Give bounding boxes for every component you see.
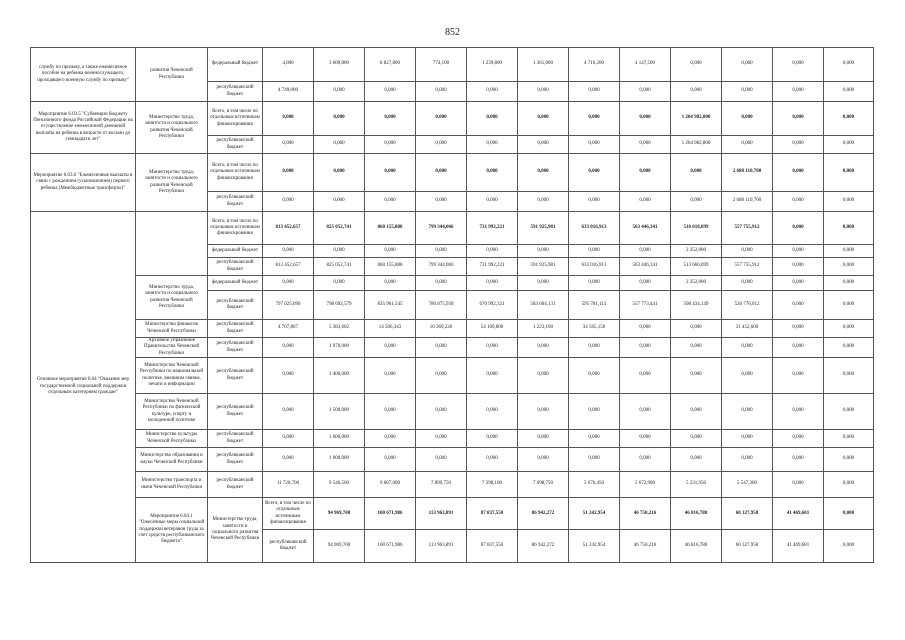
amount-cell: 0,000	[518, 102, 569, 136]
amount-cell: 4,000	[263, 48, 314, 82]
amount-cell: 46 750,216	[620, 530, 671, 562]
funding-source-cell: федеральный бюджет	[208, 276, 263, 291]
amount-cell: 0,000	[263, 430, 314, 448]
amount-cell: 557 773,441	[620, 291, 671, 320]
amount-cell: 0,000	[773, 338, 824, 358]
amount-cell: 0,000	[416, 245, 467, 258]
amount-cell: 825 052,741	[314, 258, 365, 276]
table-row	[31, 358, 874, 394]
amount-cell: 0,000	[569, 394, 620, 430]
amount-cell: 557 755,912	[722, 258, 773, 276]
amount-cell: 0,000	[314, 192, 365, 212]
amount-cell: 0,000	[518, 338, 569, 358]
amount-cell: 5 383,602	[314, 320, 365, 338]
amount-cell: 0,000	[722, 48, 773, 82]
table-row	[31, 276, 874, 291]
amount-cell: 0,000	[416, 136, 467, 154]
amount-cell: 0,000	[263, 136, 314, 154]
table-row	[31, 498, 874, 530]
funding-source-cell: республиканский бюджет	[263, 530, 314, 562]
amount-cell: 633 016,913	[569, 212, 620, 245]
amount-cell: 513 666,899	[671, 258, 722, 276]
amount-cell: 591 925,981	[518, 258, 569, 276]
amount-cell: 0,000	[569, 430, 620, 448]
amount-cell: 0,000	[620, 102, 671, 136]
amount-cell: 94 969,700	[314, 530, 365, 562]
amount-cell: 5 672,900	[620, 472, 671, 498]
amount-cell: 0,000	[518, 276, 569, 291]
amount-cell: 1 600,000	[314, 430, 365, 448]
amount-cell: 0,000	[263, 448, 314, 472]
amount-cell: 0,000	[263, 338, 314, 358]
amount-cell: 0,000	[365, 358, 416, 394]
table-row	[31, 212, 874, 245]
amount-cell: 0,000	[467, 102, 518, 136]
amount-cell: 860 155,888	[365, 258, 416, 276]
amount-cell: 0,000	[773, 154, 824, 192]
amount-cell: 31 452,600	[722, 320, 773, 338]
amount-cell: 0,000	[824, 48, 874, 82]
amount-cell: 10 369,226	[416, 320, 467, 338]
amount-cell: 0,000	[773, 448, 824, 472]
amount-cell: 5 676,450	[569, 472, 620, 498]
amount-cell: 94 969,700	[314, 498, 365, 530]
executor-cell: Министерство труда, занятости и социального развития Чеченской Республики	[136, 102, 208, 154]
amount-cell: 0,000	[824, 338, 874, 358]
amount-cell: 0,000	[773, 430, 824, 448]
amount-cell: 0,000	[824, 448, 874, 472]
amount-cell: 0,000	[620, 276, 671, 291]
amount-cell: 41 469,681	[773, 498, 824, 530]
amount-cell: 2 688 110,700	[722, 154, 773, 192]
amount-cell: 0,000	[722, 430, 773, 448]
amount-cell: 0,000	[263, 358, 314, 394]
amount-cell: 0,000	[824, 430, 874, 448]
amount-cell: 0,000	[314, 82, 365, 102]
amount-cell: 7 298,100	[467, 472, 518, 498]
table-row	[31, 338, 874, 358]
amount-cell: 0,000	[467, 276, 518, 291]
amount-cell: 0,000	[314, 245, 365, 258]
amount-cell: 0,000	[773, 212, 824, 245]
amount-cell: 87 837,550	[467, 498, 518, 530]
amount-cell: 0,000	[263, 245, 314, 258]
amount-cell: 51 242,954	[569, 498, 620, 530]
table-row	[31, 394, 874, 430]
amount-cell: 670 992,321	[467, 291, 518, 320]
measure-name-cell: Мероприятие 6.04.1 "Ожесячные меры социальной поддержки ветеранов труда за счет средств республиканского бюджета"	[136, 498, 208, 563]
table-row	[31, 102, 874, 136]
amount-cell: 0,000	[671, 338, 722, 358]
amount-cell: 0,000	[824, 276, 874, 291]
amount-cell: 0,000	[773, 472, 824, 498]
amount-cell: 798 692,579	[314, 291, 365, 320]
amount-cell: 0,000	[722, 245, 773, 258]
amount-cell: 3 609,800	[314, 48, 365, 82]
amount-cell: 0,000	[773, 48, 824, 82]
funding-source-cell: республиканский бюджет	[208, 338, 263, 358]
amount-cell: 1 239,800	[467, 48, 518, 82]
amount-cell: 0,000	[467, 338, 518, 358]
amount-cell: 797 025,090	[263, 291, 314, 320]
amount-cell: 60 327,958	[722, 530, 773, 562]
amount-cell: 86 942,272	[518, 530, 569, 562]
amount-cell: 1 223,100	[518, 320, 569, 338]
funding-source-cell: Всего, в том числе по отдельным источникам финансирования	[208, 102, 263, 136]
table-row	[31, 154, 874, 192]
amount-cell: 780 875,930	[416, 291, 467, 320]
amount-cell: 1 204 982,800	[671, 102, 722, 136]
amount-cell: 0,000	[416, 102, 467, 136]
amount-cell: 0,000	[569, 136, 620, 154]
amount-cell: 0,000	[518, 136, 569, 154]
amount-cell: 0,000	[671, 358, 722, 394]
amount-cell: 0,000	[416, 154, 467, 192]
amount-cell: 0,000	[365, 192, 416, 212]
amount-cell: 0,000	[518, 82, 569, 102]
amount-cell: 2 352,000	[671, 245, 722, 258]
amount-cell: 0,000	[365, 448, 416, 472]
amount-cell: 0,000	[569, 338, 620, 358]
amount-cell: 0,000	[824, 530, 874, 562]
amount-cell: 0,000	[671, 448, 722, 472]
amount-cell: 0,000	[263, 394, 314, 430]
amount-cell: 0,000	[518, 448, 569, 472]
amount-cell: 0,000	[620, 394, 671, 430]
amount-cell: 0,000	[467, 136, 518, 154]
amount-cell: 0,000	[824, 102, 874, 136]
amount-cell: 4 749,000	[263, 82, 314, 102]
amount-cell: 100 671,986	[365, 498, 416, 530]
executor-cell: Министерство культуры Чеченской Республики	[136, 430, 208, 448]
amount-cell: 1 361,000	[518, 48, 569, 82]
amount-cell: 113 963,891	[416, 530, 467, 562]
amount-cell: 7 098,750	[518, 472, 569, 498]
executor-cell: Министерство труда, занятости и социального развития Чеченской Республики	[208, 498, 263, 563]
amount-cell: 0,000	[824, 245, 874, 258]
amount-cell: 14 506,343	[365, 320, 416, 338]
amount-cell: 0,000	[263, 192, 314, 212]
amount-cell: 0,000	[416, 338, 467, 358]
amount-cell: 0,000	[416, 192, 467, 212]
amount-cell: 0,000	[824, 192, 874, 212]
amount-cell: 0,000	[773, 102, 824, 136]
amount-cell: 516 018,899	[671, 212, 722, 245]
table-row	[31, 448, 874, 472]
amount-cell: 731 992,221	[467, 258, 518, 276]
amount-cell: 0,000	[722, 82, 773, 102]
amount-cell: 0,000	[773, 394, 824, 430]
amount-cell: 731 992,221	[467, 212, 518, 245]
amount-cell: 0,000	[824, 291, 874, 320]
amount-cell: 51 242,954	[569, 530, 620, 562]
amount-cell: 0,000	[620, 448, 671, 472]
amount-cell: 2 688 110,700	[722, 192, 773, 212]
amount-cell: 0,000	[824, 498, 874, 530]
amount-cell: 1 500,000	[314, 394, 365, 430]
amount-cell: 0,000	[773, 320, 824, 338]
amount-cell: 0,000	[773, 276, 824, 291]
amount-cell: 0,000	[620, 154, 671, 192]
measure-name-cell: службу по призыву, а также ежемесячное пособие на ребенка военнослужащего, проходящего военную службу по призыву"	[31, 48, 136, 102]
amount-cell: 633 016,913	[569, 258, 620, 276]
funding-source-cell: республиканский бюджет	[208, 258, 263, 276]
amount-cell: 799 344,066	[416, 258, 467, 276]
executor-cell: Министерство Чеченской Республики по физической культуре, спорту и молодежной политике	[136, 394, 208, 430]
amount-cell: 86 942,272	[518, 498, 569, 530]
amount-cell: 0,000	[569, 82, 620, 102]
amount-cell: 0,000	[263, 154, 314, 192]
amount-cell: 0,000	[722, 448, 773, 472]
amount-cell: 0,000	[569, 358, 620, 394]
amount-cell: 11 720,700	[263, 472, 314, 498]
amount-cell: 0,000	[518, 245, 569, 258]
amount-cell: 0,000	[620, 82, 671, 102]
amount-cell: 0,000	[365, 154, 416, 192]
amount-cell: 34 565,150	[569, 320, 620, 338]
amount-cell: 508 434,149	[671, 291, 722, 320]
amount-cell: 0,000	[569, 448, 620, 472]
amount-cell: 825 052,741	[314, 212, 365, 245]
funding-source-cell: республиканский бюджет	[208, 394, 263, 430]
funding-source-cell: республиканский бюджет	[208, 291, 263, 320]
amount-cell: 0,000	[824, 136, 874, 154]
amount-cell: 0,000	[416, 448, 467, 472]
amount-cell: 835 961,545	[365, 291, 416, 320]
amount-cell: 0,000	[620, 136, 671, 154]
amount-cell: 0,000	[314, 102, 365, 136]
funding-source-cell: республиканский бюджет	[208, 448, 263, 472]
amount-cell: 0,000	[722, 136, 773, 154]
table-row	[31, 472, 874, 498]
executor-cell: Министерство Чеченской Республики по национальной политике, внешним связям, печати и информации	[136, 358, 208, 394]
amount-cell: 0,000	[365, 245, 416, 258]
amount-cell: 0,000	[365, 82, 416, 102]
amount-cell: 0,000	[722, 102, 773, 136]
amount-cell: 0,000	[824, 154, 874, 192]
amount-cell: 0,000	[722, 276, 773, 291]
amount-cell: 0,000	[773, 245, 824, 258]
amount-cell: 2 352,000	[671, 276, 722, 291]
amount-cell: 0,000	[722, 358, 773, 394]
amount-cell: 0,000	[263, 102, 314, 136]
executor-cell: Министерство труда, занятости и социального развития Чеченской Республики	[136, 154, 208, 212]
amount-cell: 0,000	[518, 154, 569, 192]
amount-cell: 583 604,131	[518, 291, 569, 320]
amount-cell: 813 452,657	[263, 258, 314, 276]
amount-cell: 4 707,867	[263, 320, 314, 338]
amount-cell: 0,000	[365, 338, 416, 358]
amount-cell: 0,000	[518, 358, 569, 394]
executor-cell: Архивное управление Правительства Чеченской Республики	[136, 338, 208, 358]
amount-cell: 0,000	[467, 430, 518, 448]
amount-cell: 563 446,341	[620, 212, 671, 245]
budget-table	[30, 47, 874, 563]
amount-cell: 0,000	[518, 394, 569, 430]
amount-cell: 520 776,012	[722, 291, 773, 320]
amount-cell: 0,000	[569, 192, 620, 212]
funding-source-cell: республиканский бюджет	[208, 82, 263, 102]
amount-cell: 0,000	[314, 276, 365, 291]
amount-cell: 0,000	[824, 82, 874, 102]
amount-cell: 5 547,300	[722, 472, 773, 498]
amount-cell: 0,000	[671, 320, 722, 338]
executor-cell	[136, 212, 208, 276]
amount-cell: 0,000	[824, 394, 874, 430]
amount-cell: 595 781,113	[569, 291, 620, 320]
amount-cell: 0,000	[467, 358, 518, 394]
amount-cell: 0,000	[671, 48, 722, 82]
amount-cell: 557 755,912	[722, 212, 773, 245]
funding-source-cell: республиканский бюджет	[208, 320, 263, 338]
amount-cell: 0,000	[620, 358, 671, 394]
funding-source-cell: Всего, в том числе по отдельным источникам финансирования	[208, 212, 263, 245]
amount-cell: 0,000	[722, 394, 773, 430]
amount-cell: 0,000	[620, 338, 671, 358]
amount-cell: 0,000	[671, 82, 722, 102]
amount-cell: 0,000	[365, 136, 416, 154]
amount-cell: 0,000	[824, 358, 874, 394]
amount-cell: 0,000	[671, 192, 722, 212]
amount-cell: 0,000	[671, 154, 722, 192]
amount-cell: 813 452,657	[263, 212, 314, 245]
amount-cell: 0,000	[263, 276, 314, 291]
amount-cell: 0,000	[569, 276, 620, 291]
page-number: 852	[445, 27, 460, 38]
amount-cell: 100 671,986	[365, 530, 416, 562]
amount-cell: 0,000	[620, 320, 671, 338]
amount-cell: 0,000	[416, 276, 467, 291]
amount-cell: 0,000	[467, 154, 518, 192]
amount-cell: 0,000	[773, 82, 824, 102]
executor-cell: развития Чеченской Республики	[136, 48, 208, 102]
amount-cell: 0,000	[773, 192, 824, 212]
amount-cell: 8 827,800	[365, 48, 416, 82]
amount-cell: 0,000	[416, 394, 467, 430]
amount-cell: 60 327,958	[722, 498, 773, 530]
funding-source-cell: Всего, в том числе по отдельным источникам финансирования	[263, 498, 314, 530]
amount-cell: 1 070,000	[314, 338, 365, 358]
funding-source-cell: федеральный бюджет	[208, 245, 263, 258]
amount-cell: 0,000	[314, 136, 365, 154]
measure-name-cell: Мероприятие 6.03.6 "Ежемесячные выплаты в связи с рождением (усыновлением) первого ребенка (Межбюджетные трансферты)"	[31, 154, 136, 212]
amount-cell: 0,000	[824, 258, 874, 276]
amount-cell: 0,000	[518, 430, 569, 448]
amount-cell: 0,000	[569, 102, 620, 136]
amount-cell: 1 000,000	[314, 448, 365, 472]
amount-cell: 0,000	[569, 245, 620, 258]
amount-cell: 5 231,950	[671, 472, 722, 498]
table-row	[31, 430, 874, 448]
amount-cell: 0,000	[416, 430, 467, 448]
amount-cell: 0,000	[365, 276, 416, 291]
amount-cell: 0,000	[671, 430, 722, 448]
amount-cell: 0,000	[467, 448, 518, 472]
amount-cell: 774,100	[416, 48, 467, 82]
amount-cell: 0,000	[416, 82, 467, 102]
amount-cell: 4 147,500	[620, 48, 671, 82]
funding-source-cell: республиканский бюджет	[208, 358, 263, 394]
amount-cell: 9 546,560	[314, 472, 365, 498]
executor-cell: Министерство труда, занятости и социального развития Чеченской Республики	[136, 276, 208, 320]
funding-source-cell: республиканский бюджет	[208, 472, 263, 498]
amount-cell: 0,000	[824, 212, 874, 245]
amount-cell: 4 716,200	[569, 48, 620, 82]
amount-cell: 0,000	[620, 192, 671, 212]
amount-cell: 0,000	[467, 192, 518, 212]
amount-cell: 46 816,780	[671, 530, 722, 562]
amount-cell: 591 925,981	[518, 212, 569, 245]
amount-cell: 41 469,681	[773, 530, 824, 562]
amount-cell: 563 446,341	[620, 258, 671, 276]
amount-cell: 0,000	[671, 394, 722, 430]
amount-cell: 46 816,780	[671, 498, 722, 530]
amount-cell: 0,000	[824, 472, 874, 498]
amount-cell: 1 400,000	[314, 358, 365, 394]
amount-cell: 0,000	[416, 358, 467, 394]
amount-cell: 0,000	[467, 245, 518, 258]
amount-cell: 860 155,888	[365, 212, 416, 245]
amount-cell: 1 204 982,800	[671, 136, 722, 154]
measure-name-cell: Основное мероприятие 6.04 "Оказание мер государственной социальной поддержки отдельным категориям граждан"	[31, 212, 136, 563]
amount-cell: 799 344,066	[416, 212, 467, 245]
amount-cell: 0,000	[365, 394, 416, 430]
table-row	[31, 48, 874, 82]
amount-cell: 0,000	[314, 154, 365, 192]
funding-source-cell: Всего, в том числе по отдельным источникам финансирования	[208, 154, 263, 192]
amount-cell: 7 899,750	[416, 472, 467, 498]
amount-cell: 0,000	[824, 320, 874, 338]
amount-cell: 46 750,216	[620, 498, 671, 530]
funding-source-cell: республиканский бюджет	[208, 192, 263, 212]
amount-cell: 0,000	[773, 291, 824, 320]
amount-cell: 0,000	[773, 258, 824, 276]
amount-cell: 0,000	[569, 154, 620, 192]
table-row	[31, 320, 874, 338]
amount-cell: 0,000	[773, 136, 824, 154]
amount-cell: 87 837,550	[467, 530, 518, 562]
executor-cell: Министерство транспорта и связи Чеченской Республики	[136, 472, 208, 498]
amount-cell: 0,000	[365, 430, 416, 448]
amount-cell: 0,000	[620, 430, 671, 448]
amount-cell: 0,000	[722, 338, 773, 358]
amount-cell: 0,000	[620, 245, 671, 258]
amount-cell: 0,000	[773, 358, 824, 394]
executor-cell: Министерство образования и науки Чеченской Республики	[136, 448, 208, 472]
amount-cell: 0,000	[467, 82, 518, 102]
funding-source-cell: республиканский бюджет	[208, 430, 263, 448]
executor-cell: Министерство финансов Чеченской Республики	[136, 320, 208, 338]
amount-cell: 0,000	[467, 394, 518, 430]
amount-cell: 0,000	[365, 102, 416, 136]
measure-name-cell: Мероприятие 6.03.5 "Субвенции бюджету Пенсионного фонда Российской Федерации на осуществление ежемесячной денежной выплаты на ребенка в возрасте от восьми до семнадцати лет"	[31, 102, 136, 154]
amount-cell: 0,000	[518, 192, 569, 212]
funding-source-cell: республиканский бюджет	[208, 136, 263, 154]
amount-cell: 113 963,891	[416, 498, 467, 530]
amount-cell: 9 687,000	[365, 472, 416, 498]
amount-cell: 54 109,800	[467, 320, 518, 338]
funding-source-cell: федеральный бюджет	[208, 48, 263, 82]
